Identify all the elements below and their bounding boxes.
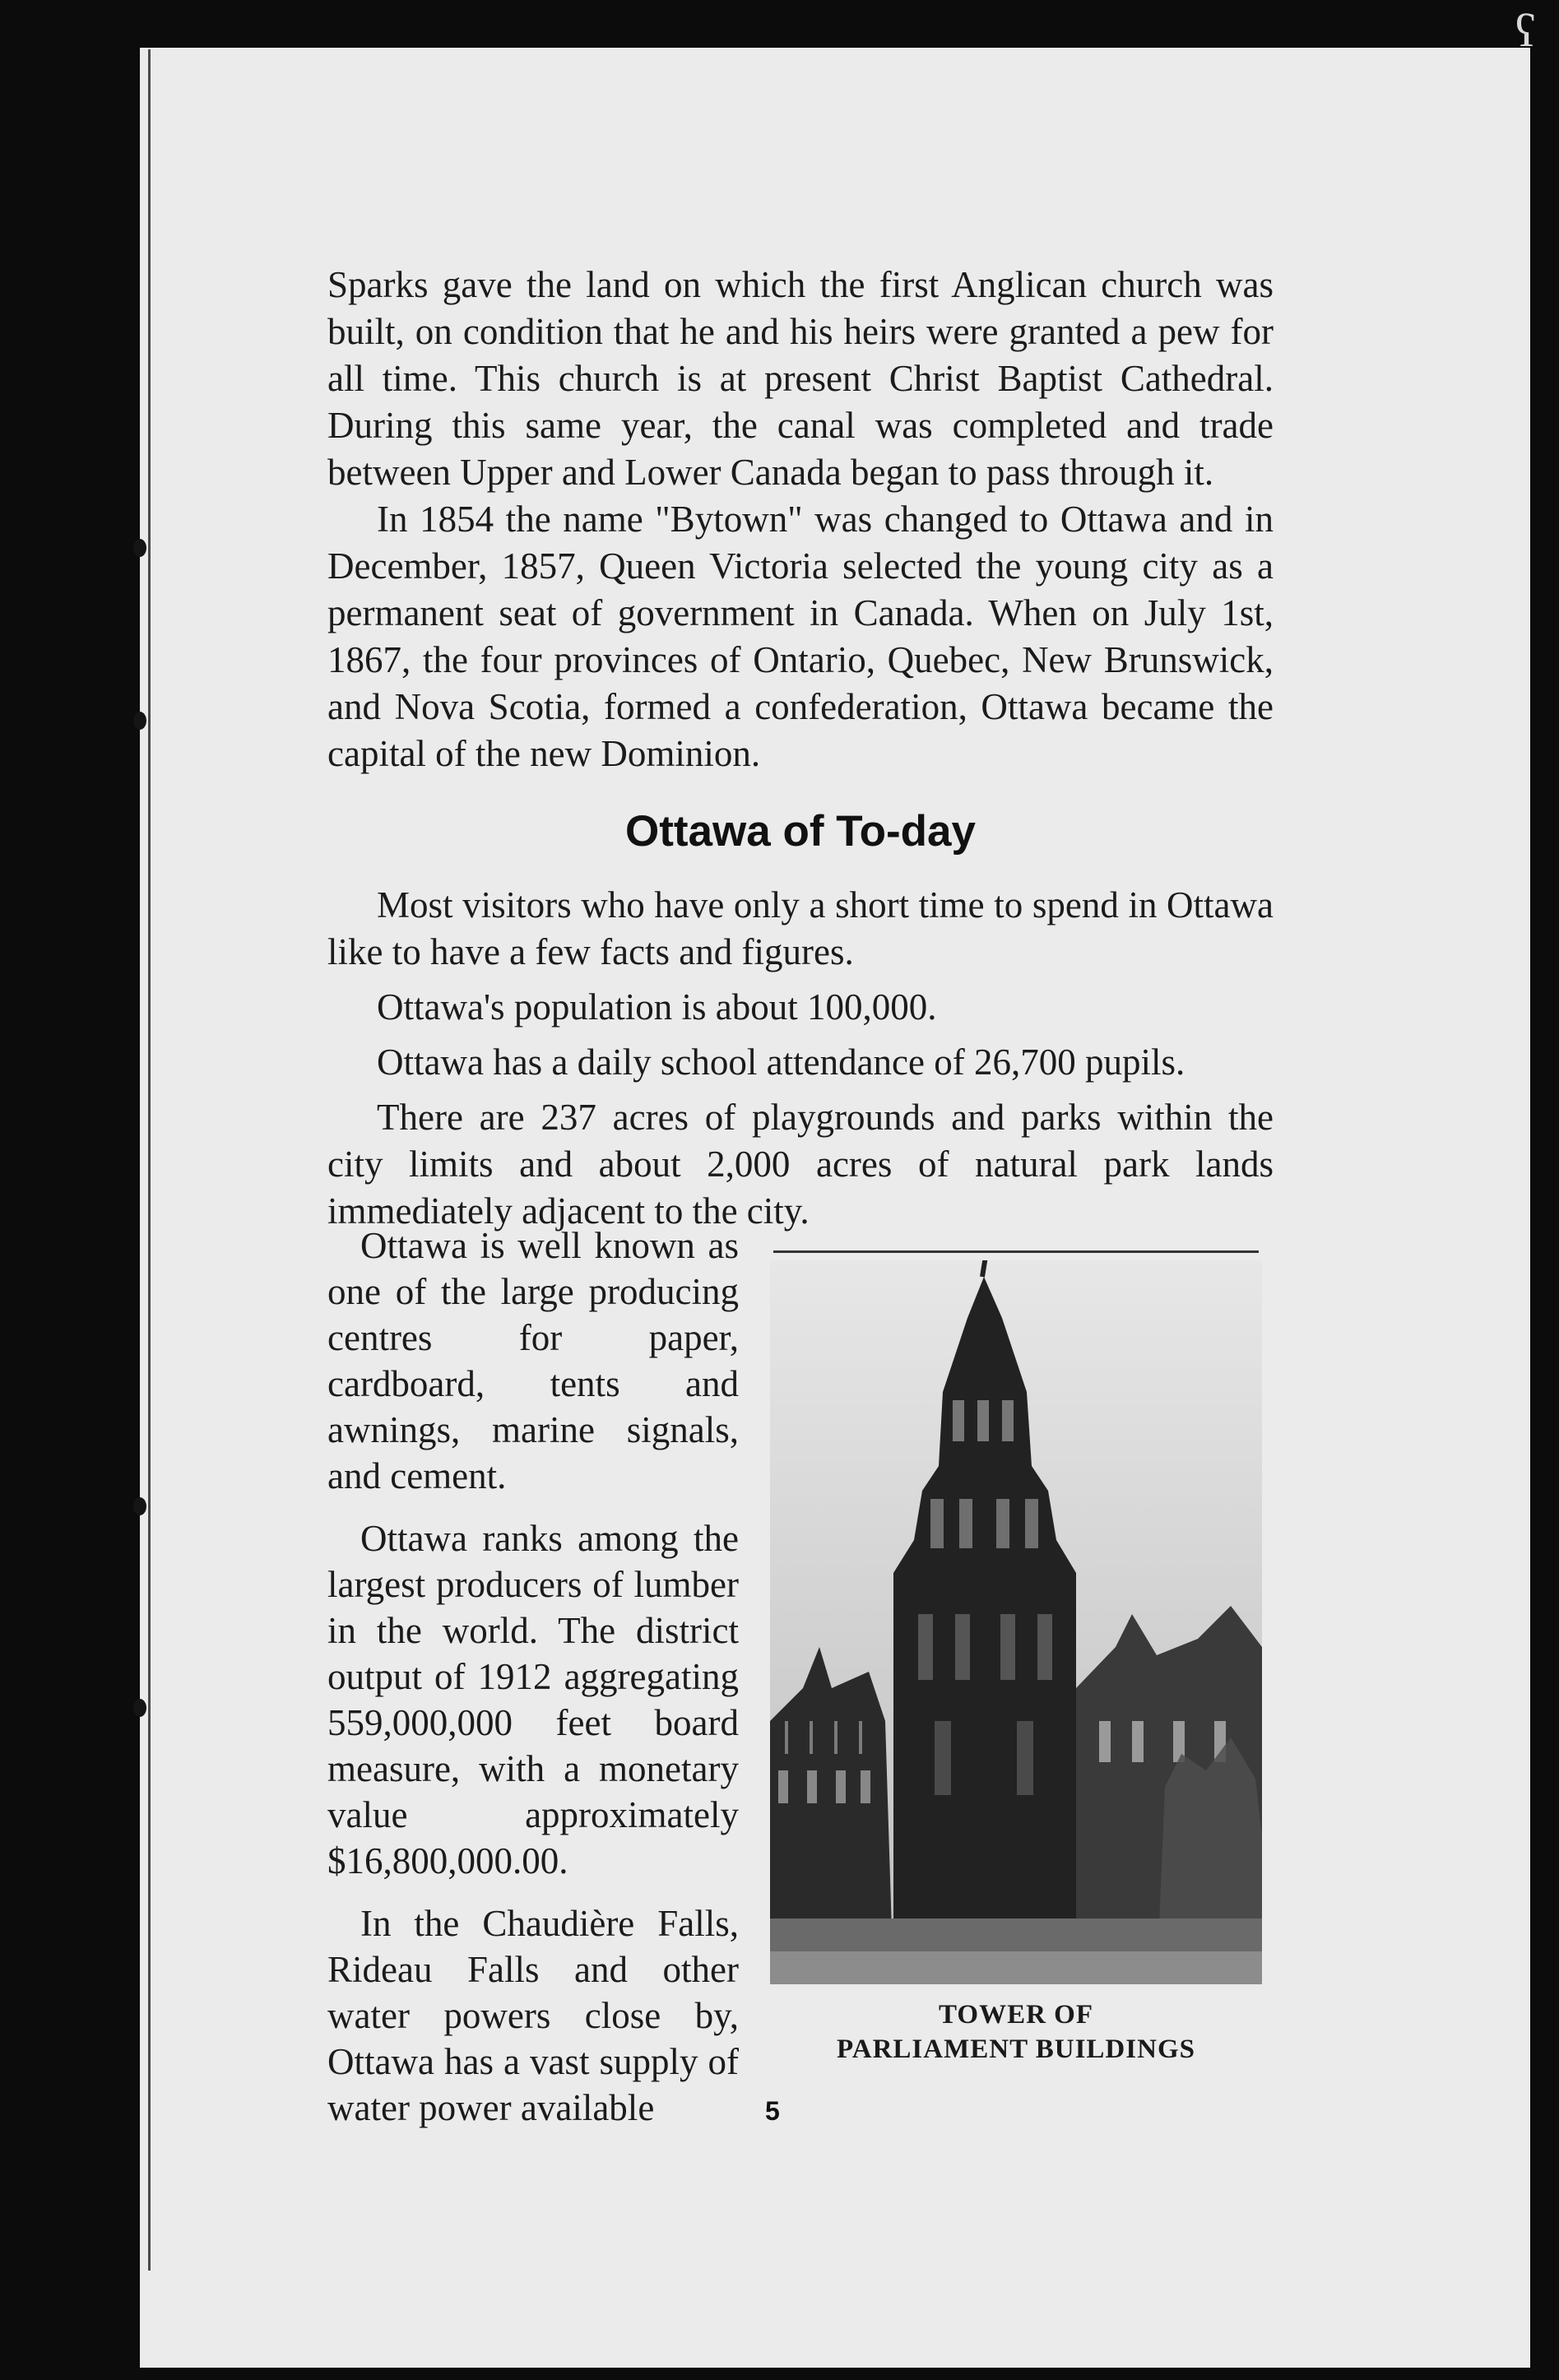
- corner-mark: ʕ: [1515, 6, 1536, 57]
- column-paragraph: Ottawa is well known as one of the large producing centres for paper, cardboard, tents and awnings, marine signals, and cement.: [327, 1225, 739, 1496]
- tower-illustration: [770, 1260, 1262, 1984]
- parliament-tower-photo: [770, 1260, 1262, 1984]
- intro-paragraph: In 1854 the name "Bytown" was changed to Ottawa and in December, 1857, Queen Victoria selected the young city as a permanent seat of government in Canada. When on July 1st, 1867, the four provinces of Ontario, Quebec, New Brunswick, and Nova Scotia, formed a confederation, Ottawa became the capital of the new Dominion.: [327, 499, 1274, 774]
- photo-rule: [773, 1250, 1259, 1253]
- photo-caption: [770, 1997, 1262, 2067]
- section-heading: Ottawa of To-day: [625, 807, 976, 856]
- page-number: 5: [765, 2096, 780, 2126]
- binding-hole: [133, 712, 146, 730]
- column-paragraph: In the Chaudière Falls, Rideau Falls and other water powers close by, Ottawa has a vast supply of water power available: [327, 1903, 739, 2128]
- facts-text: [327, 882, 1274, 1243]
- binding-hole: [133, 1699, 146, 1717]
- fact-paragraph: Most visitors who have only a short time to spend in Ottawa like to have a few facts and figures.: [327, 884, 1274, 972]
- caption-line: TOWER OF: [938, 2000, 1093, 2030]
- caption-line: PARLIAMENT BUILDINGS: [837, 2034, 1195, 2064]
- column-paragraph: Ottawa ranks among the largest producers of lumber in the world. The district output of 1912 aggregating 559,000,000 feet board measure, with a monetary value approximately $16,800,000.00.: [327, 1518, 739, 1881]
- page-gutter: [148, 49, 151, 2271]
- binding-hole: [133, 1497, 146, 1515]
- intro-paragraph: Sparks gave the land on which the first Anglican church was built, on condition that he and his heirs were granted a pew for all time. This church is at present Christ Baptist Cathedral. During this same year, the canal was completed and trade between Upper and Lower Canada began to pass through it.: [327, 264, 1274, 493]
- fact-paragraph: Ottawa has a daily school attendance of 26,700 pupils.: [377, 1042, 1185, 1083]
- binding-hole: [133, 539, 146, 557]
- column-text: [327, 1222, 739, 2147]
- intro-text: [327, 262, 1274, 777]
- fact-paragraph: Ottawa's population is about 100,000.: [377, 986, 937, 1028]
- fact-paragraph: There are 237 acres of playgrounds and parks within the city limits and about 2,000 acres of natural park lands immediately adjacent to the city.: [327, 1097, 1274, 1232]
